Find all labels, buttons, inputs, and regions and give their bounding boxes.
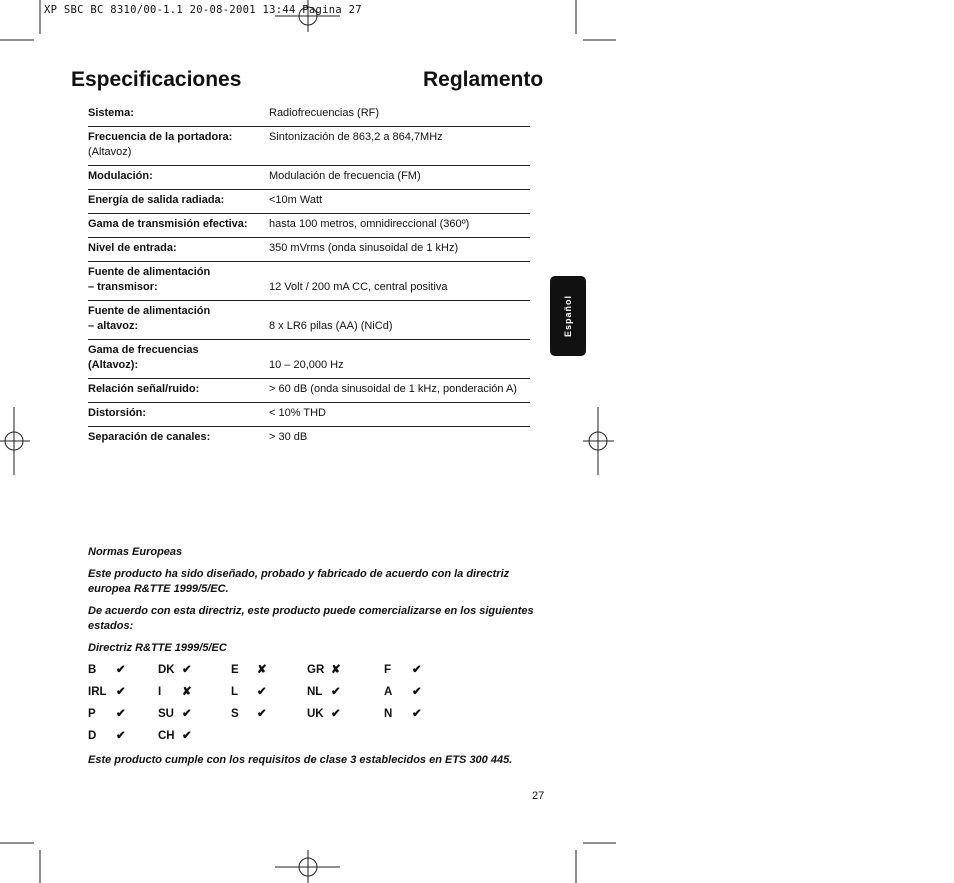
spec-row [88,103,530,127]
spec-value-text: < 10% THD [269,407,326,419]
spec-label-text: Fuente de alimentación [88,266,211,278]
spec-value [269,265,530,295]
spec-row [88,166,530,190]
country-entry [231,706,267,720]
country-entry [88,728,126,742]
spec-label [88,217,269,232]
country-entry [384,662,422,676]
check-icon: ✔ [116,686,126,698]
country-code: S [231,708,239,720]
country-code: UK [307,708,324,720]
spec-row [88,262,530,301]
spec-row [88,379,530,403]
country-entry [307,662,341,676]
spec-value-text: Radiofrecuencias (RF) [269,107,380,119]
section-title-regulations: Reglamento [423,68,544,91]
spec-value [269,304,530,334]
country-entry [384,706,422,720]
spec-row [88,127,530,166]
print-header: XP SBC BC 8310/00-1.1 20-08-2001 13:44 Pagina 27 [44,4,362,16]
country-entry [231,662,267,676]
spec-value [269,130,530,160]
compliance-note: Este producto cumple con los requisitos de clase 3 establecidos en ETS 300 445. [88,754,513,766]
spec-value [269,106,530,121]
spec-label-text: Modulación: [88,170,153,182]
country-entry [88,684,126,698]
spec-row [88,427,530,450]
country-code: F [384,664,392,676]
check-icon: ✔ [182,708,192,720]
check-icon: ✔ [331,708,341,720]
language-tab-label: Español [563,294,573,338]
country-code: A [384,686,393,698]
spec-label-text: Energía de salida radiada: [88,194,225,206]
spec-row [88,238,530,262]
norms-heading: Normas Europeas [88,546,183,558]
spec-label-text: Fuente de alimentación [88,305,211,317]
spec-value-text: 12 Volt / 200 mA CC, central positiva [269,281,448,293]
country-entry [88,706,126,720]
spec-table [88,103,530,450]
check-icon: ✔ [257,708,267,720]
spec-label [88,343,269,373]
country-code: E [231,664,239,676]
check-icon: ✔ [116,730,126,742]
spec-value [269,343,530,373]
check-icon: ✔ [412,664,422,676]
country-code: CH [158,730,175,742]
page-number: 27 [532,790,545,802]
country-entry [307,684,341,698]
country-code: IRL [88,686,107,698]
language-tab [550,276,586,356]
spec-label-text: – altavoz: [88,320,139,332]
spec-label [88,241,269,256]
country-code: D [88,730,97,742]
spec-label-text: Relación señal/ruido: [88,383,200,395]
section-title-specifications: Especificaciones [71,68,242,91]
spec-row [88,190,530,214]
country-code: N [384,708,393,720]
norms-paragraph: Este producto ha sido diseñado, probado y fabricado de acuerdo con la directriz europea R&TTE 1999/5/EC. [88,568,510,595]
spec-value-text: > 30 dB [269,431,308,443]
spec-label-text: Nivel de entrada: [88,242,177,254]
country-entry [384,684,422,698]
spec-label [88,193,269,208]
spec-value [269,193,530,208]
country-entry [158,728,192,742]
spec-row [88,301,530,340]
country-code: P [88,708,96,720]
spec-label [88,169,269,184]
spec-value-text: > 60 dB (onda sinusoidal de 1 kHz, ponderación A) [269,383,517,395]
spec-value-text: <10m Watt [269,194,323,206]
spec-label-text: (Altavoz): [88,359,139,371]
spec-value [269,382,530,397]
spec-value-text: 10 – 20,000 Hz [269,359,344,371]
check-icon: ✔ [116,708,126,720]
spec-value [269,217,530,232]
check-icon: ✔ [412,708,422,720]
check-icon: ✔ [116,664,126,676]
spec-label-text: – transmisor: [88,281,158,293]
spec-value [269,241,530,256]
country-entry [307,706,341,720]
cross-icon: ✘ [182,686,192,698]
country-entry [158,684,192,698]
spec-label [88,130,269,160]
spec-label [88,406,269,421]
country-code: I [158,686,162,698]
spec-label-text: Separación de canales: [88,431,211,443]
country-entry [88,662,126,676]
spec-value-text: Sintonización de 863,2 a 864,7MHz [269,131,443,143]
country-entry [158,662,192,676]
spec-value-text: 350 mVrms (onda sinusoidal de 1 kHz) [269,242,459,254]
spec-label-text: Gama de frecuencias [88,344,199,356]
spec-value [269,169,530,184]
norms-paragraph: De acuerdo con esta directriz, este producto puede comercializarse en los siguientes estados: [88,605,534,632]
spec-label [88,304,269,334]
check-icon: ✔ [412,686,422,698]
spec-label-text: Sistema: [88,107,134,119]
check-icon: ✔ [182,730,192,742]
check-icon: ✔ [331,686,341,698]
spec-label [88,106,269,121]
spec-label [88,265,269,295]
check-icon: ✔ [257,686,267,698]
spec-value-text: 8 x LR6 pilas (AA) (NiCd) [269,320,393,332]
spec-label-text: Frecuencia de la portadora: [88,131,233,143]
cross-icon: ✘ [331,664,341,676]
check-icon: ✔ [182,664,192,676]
spec-label-text: Distorsión: [88,407,147,419]
country-code: DK [158,664,175,676]
country-code: B [88,664,97,676]
spec-value-text: hasta 100 metros, omnidireccional (360º) [269,218,470,230]
country-code: SU [158,708,174,720]
cross-icon: ✘ [257,664,267,676]
spec-label [88,382,269,397]
spec-row [88,340,530,379]
country-code: GR [307,664,325,676]
spec-value-text: Modulación de frecuencia (FM) [269,170,421,182]
country-grid [88,662,538,752]
spec-value [269,406,530,421]
directive-label: Directriz R&TTE 1999/5/EC [88,642,227,654]
spec-row [88,214,530,238]
country-code: NL [307,686,323,698]
spec-value [269,430,530,445]
spec-label-sub: (Altavoz) [88,146,132,158]
spec-label-text: Gama de transmisión efectiva: [88,218,248,230]
country-entry [231,684,267,698]
spec-label [88,430,269,445]
country-entry [158,706,192,720]
country-code: L [231,686,239,698]
spec-row [88,403,530,427]
